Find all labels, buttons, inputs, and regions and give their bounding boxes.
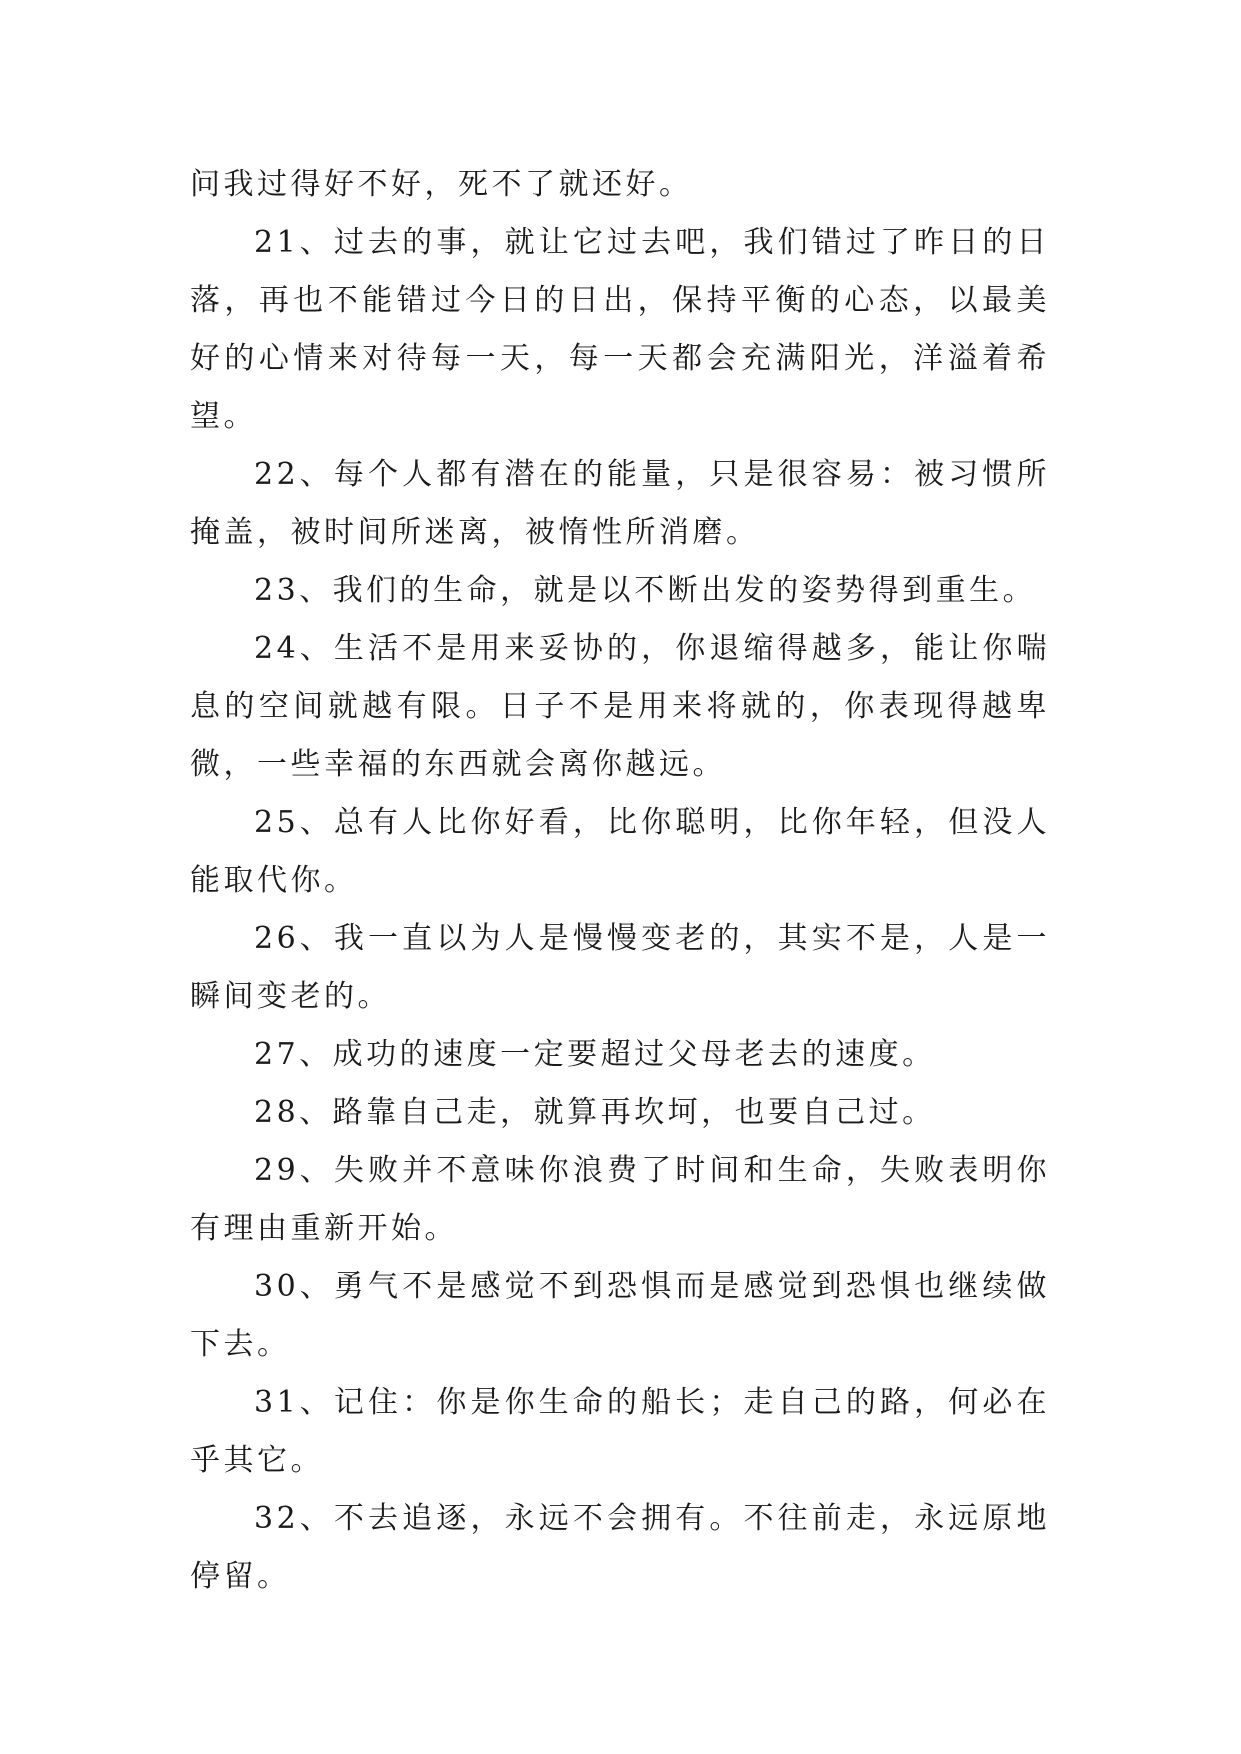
paragraph-22: 22、每个人都有潜在的能量，只是很容易：被习惯所掩盖，被时间所迷离，被惰性所消磨。 (190, 457, 1050, 550)
paragraph-27: 27、成功的速度一定要超过父母老去的速度。 (254, 1037, 936, 1072)
paragraph-23: 23、我们的生命，就是以不断出发的姿势得到重生。 (254, 573, 1037, 608)
paragraph-29: 29、失败并不意味你浪费了时间和生命，失败表明你有理由重新开始。 (190, 1153, 1050, 1246)
paragraph-31: 31、记住：你是你生命的船长；走自己的路，何必在乎其它。 (190, 1385, 1050, 1478)
document-body (190, 156, 1050, 1606)
paragraph-0: 问我过得好不好，死不了就还好。 (190, 167, 693, 202)
paragraph-32: 32、不去追逐，永远不会拥有。不往前走，永远原地停留。 (190, 1501, 1050, 1594)
paragraph-30: 30、勇气不是感觉不到恐惧而是感觉到恐惧也继续做下去。 (190, 1269, 1050, 1362)
paragraph-21: 21、过去的事，就让它过去吧，我们错过了昨日的日落，再也不能错过今日的日出，保持平衡的心态，以最美好的心情来对待每一天，每一天都会充满阳光，洋溢着希望。 (190, 225, 1050, 434)
paragraph-25: 25、总有人比你好看，比你聪明，比你年轻，但没人能取代你。 (190, 805, 1050, 898)
paragraph-28: 28、路靠自己走，就算再坎坷，也要自己过。 (254, 1095, 936, 1130)
paragraph-26: 26、我一直以为人是慢慢变老的，其实不是，人是一瞬间变老的。 (190, 921, 1050, 1014)
paragraph-24: 24、生活不是用来妥协的，你退缩得越多，能让你喘息的空间就越有限。日子不是用来将就的，你表现得越卑微，一些幸福的东西就会离你越远。 (190, 631, 1050, 782)
